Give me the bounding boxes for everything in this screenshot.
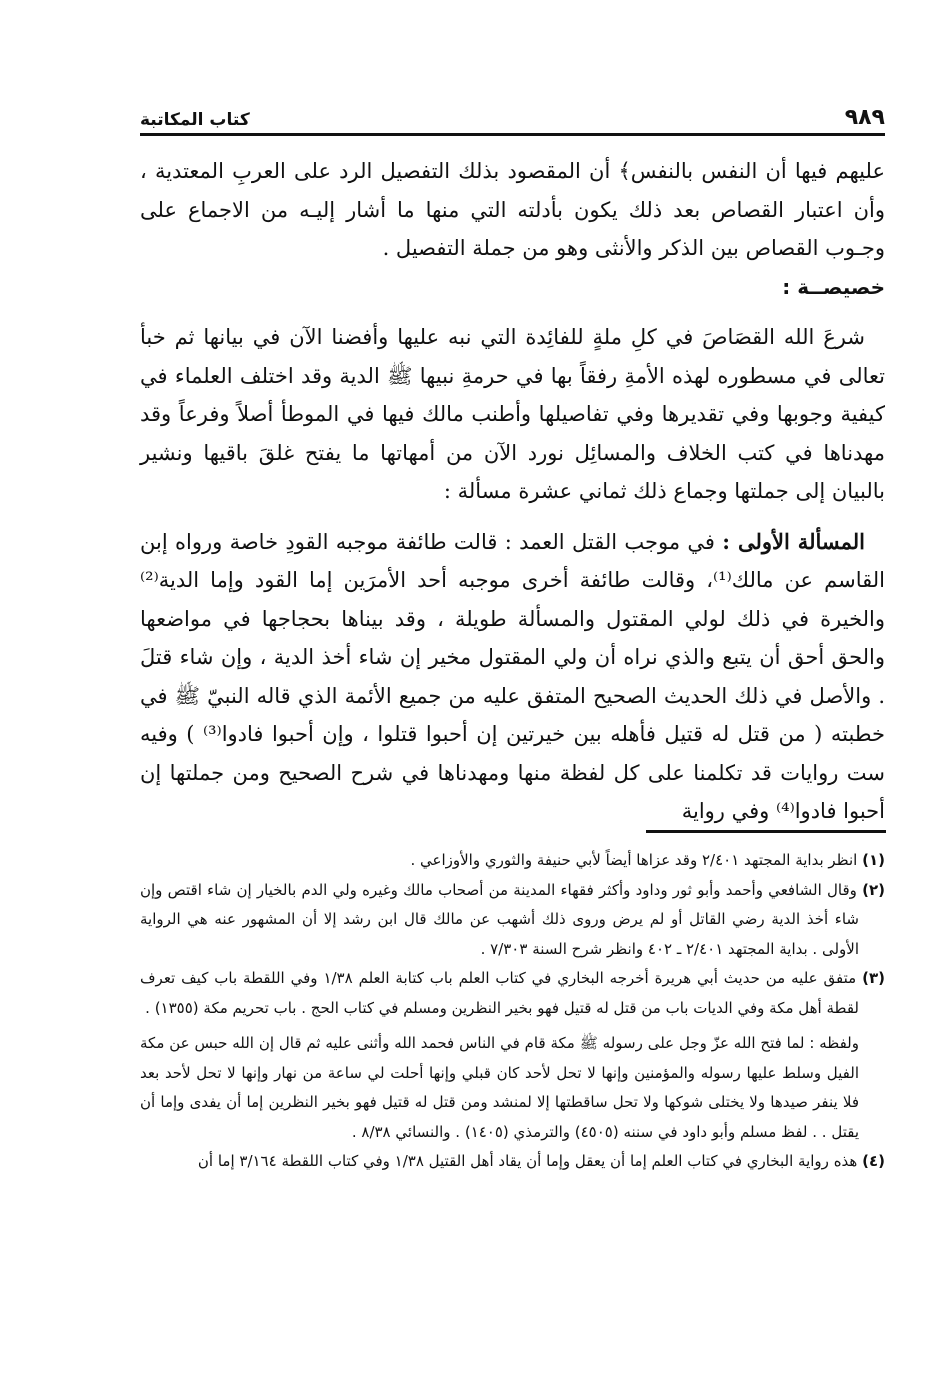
page-number: ٩٨٩	[844, 105, 885, 130]
paragraph-1: عليهم فيها أن النفس بالنفس﴾ أن المقصود بذلك التفصيل الرد على العربِ المعتدية ، وأن اعتبار القصاص بعد ذلك يكون بأدلته التي منها ما أشار إليـه من الاجماع على وجـوب القصاص بين الذكر والأنثى وهو من جملة التفصيل .	[140, 159, 885, 260]
footnote-text: انظر بداية المجتهد ٢/٤٠١ وقد عزاها أيضاً لأبي حنيفة والثوري والأوزاعي .	[410, 851, 858, 869]
footnote-text: ولفظه : لما فتح الله عزّ وجل على رسوله ﷺ مكة قام في الناس فحمد الله وأثنى عليه ثم قال إن الله حبس عن مكة الفيل وسلط عليها رسوله والمؤمنين وإنها لا تحل لأحد كان قبلي وإنها أحلت لي ساعة من نهار وإنها لا تحل لأحد بعد فلا ينفر صيدها ولا يختلى شوكها ولا تحل ساقطتها إلا لمنشد ومن قتل له قتيل فهو بخير النظرين إما أن يفدى وإما أن يقتل . . لفظ مسلم وأبو داود في سننه (٤٥٠٥) والترمذي (١٤٠٥) . والنسائي ٨/٣٨ .	[140, 1034, 859, 1141]
footnote-mark: (٢)	[862, 880, 885, 899]
section-heading: خصيصــة :	[782, 274, 885, 299]
footnote-1	[140, 846, 885, 876]
footnote-text: وقال الشافعي وأحمد وأبو ثور وداود وأكثر فقهاء المدينة من أصحاب مالك وغيره ولي الدم بالخيار إن شاء اقتص وإن شاء أخذ الدية رضي القاتل أو لم يرض وروى ذلك أشهب عن مالك قال ابن رشد إلا أن المشهور عنه هي الرواية الأولى . بداية المجتهد ٢/٤٠١ ـ ٤٠٢ وانظر شرح السنة ٧/٣٠٣ .	[140, 880, 859, 958]
main-text	[140, 152, 885, 831]
footnote-3-continuation	[140, 1029, 885, 1147]
paragraph-3-text: في موجب القتل العمد : قالت طائفة موجبه القودِ خاصة ورواه إبن القاسم عن مالك⁽¹⁾، وقالت طائفة أخرى موجبه أحد الأمرَين إما القود وإما الدية⁽²⁾ والخيرة في ذلك لولي المقتول والمسألة طويلة ، وقد بيناها بحجاجها في مواضعها والحق أحق أن يتبع والذي نراه أن ولي المقتول مخير إن شاء أخذ الدية ، وإن شاء قتلَ . والأصل في ذلك الحديث الصحيح المتفق عليه من جميع الأئمة الذي قاله النبيّ ﷺ في خطبته ( من قتل له قتيل فأهله بين خيرتين إن أحبوا قتلوا ، وإن أحبوا فادوا⁽³⁾ ) وفيه ست روايات قد تكلمنا على كل لفظة منها ومهدناها في شرح الصحيح ومن جملتها إن أحبوا فادوا⁽⁴⁾ وفي رواية	[140, 529, 885, 823]
footnote-text: متفق عليه من حديث أبي هريرة أخرجه البخاري في كتاب العلم باب كتابة العلم ١/٣٨ وفي اللقطة باب كيف تعرف لقطة أهل مكة وفي الديات باب من قتل له قتيل فهو بخير النظرين ومسلم في كتاب الحج . باب تحريم مكة (١٣٥٥) .	[140, 969, 859, 1017]
footnote-mark: (٤)	[862, 1152, 885, 1170]
footnote-rule	[646, 830, 886, 833]
footnote-mark: (٣)	[862, 969, 885, 987]
footnote-2	[140, 876, 885, 965]
header-rule	[140, 133, 885, 136]
paragraph-3	[140, 523, 885, 831]
footnote-mark: (١)	[862, 851, 885, 869]
footnote-3	[140, 964, 885, 1023]
running-title: كتاب المكاتبة	[140, 110, 250, 130]
paragraph-2: شرعَ الله القصَاصَ في كلِ ملةٍ للفائِدة التي نبه عليها وأفضنا الآن في بيانها ثم خبأ تعالى في مسطوره لهذه الأمةِ رفقاً بها في حرمةِ نبيها ﷺ الدية وقد اختلف العلماء في كيفية وجوبها وفي تقديرها وفي تفاصيلها وأطنب مالك فيها في الموطأ أصلاً وفرعاً وقد مهدناها في كتب الخلاف والمسائِل نورد الآن من أمهاتها ما يفتح غلقَ باقيها ونشير بالبيان إلى جملتها وجماع ذلك ثماني عشرة مسألة :	[140, 325, 885, 503]
footnote-4	[140, 1147, 885, 1177]
footnote-text: هذه رواية البخاري في كتاب العلم إما أن يعقل وإما أن يقاد أهل القتيل ١/٣٨ وفي كتاب اللقطة ٣/١٦٤ إما أن	[197, 1152, 858, 1170]
footnotes	[140, 846, 885, 1177]
question-lead: المسألة الأولى :	[722, 528, 865, 554]
running-head	[140, 98, 885, 130]
